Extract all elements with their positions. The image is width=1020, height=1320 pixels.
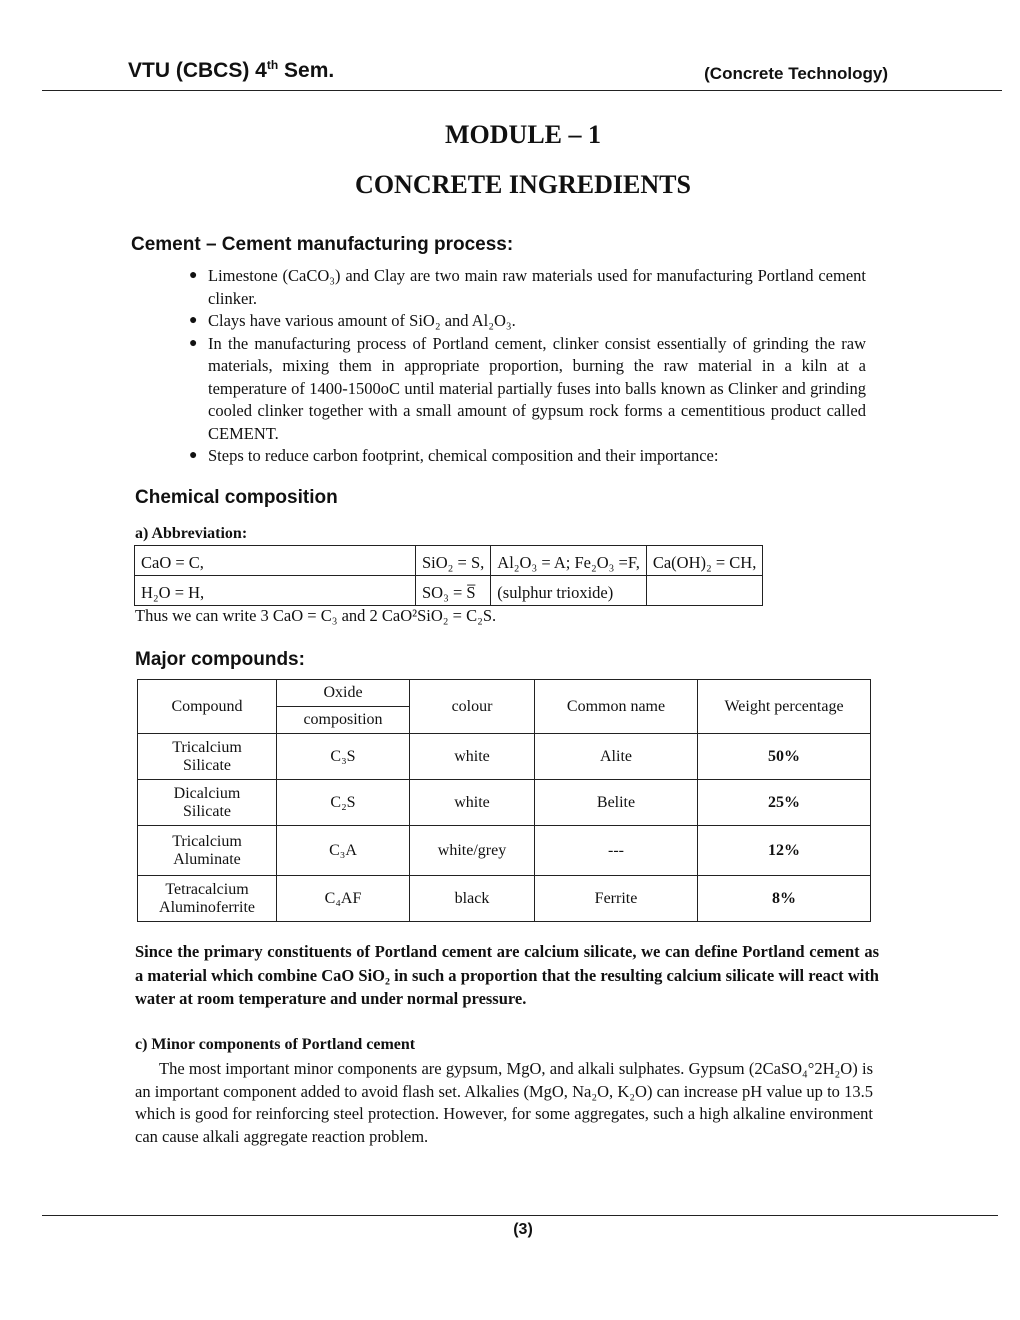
table-cell: (sulphur trioxide)	[491, 576, 647, 606]
oxide-cell: C₄AF	[277, 876, 410, 922]
major-compounds-table	[137, 679, 871, 922]
bullet-icon: ●	[189, 313, 198, 328]
header-course: VTU (CBCS) 4th Sem.	[128, 58, 335, 82]
bullet-icon: ●	[189, 268, 198, 283]
weight-cell: 8%	[698, 876, 871, 922]
bullet-icon: ●	[189, 448, 198, 463]
oxide-cell: C₂S	[277, 780, 410, 826]
page-number: (3)	[513, 1221, 533, 1238]
section-heading-cement: Cement – Cement manufacturing process:	[131, 234, 514, 255]
column-header-colour: colour	[410, 680, 535, 734]
compound-cell: Dicalcium Silicate	[138, 780, 277, 826]
abbreviation-note: Thus we can write 3 CaO = C₃ and 2 CaO²SiO₂ = C₂S.	[135, 606, 497, 625]
list-item: ● Steps to reduce carbon footprint, chemical composition and their importance:	[186, 445, 866, 468]
list-item: ● In the manufacturing process of Portland cement, clinker consist essentially of grinding the raw materials, mixing them in appropriate proportion, burning the raw material in a kiln at a temperature of 1400-1500oC until material partially fuses into balls known as Clinker and grinding cooled clinker together with a small amount of gypsum rock forms a cementitious product called CEMENT.	[189, 333, 866, 443]
column-header-composition: composition	[277, 707, 410, 734]
cement-bullet-list	[186, 265, 866, 468]
colour-cell: white	[410, 734, 535, 780]
colour-cell: white/grey	[410, 826, 535, 876]
abbreviation-heading: a) Abbreviation:	[135, 525, 248, 542]
minor-components-paragraph: The most important minor components are gypsum, MgO, and alkali sulphates. Gypsum (2CaSO₄°2H₂O) is an important component added to avoid flash set. Alkalies (MgO, Na₂O, K₂O) can increase pH value up to 13.5 which is good for reinforcing steel protection. However, for some aggregates, such a high alkaline environment can cause alkali aggregate reaction problem.	[135, 1059, 873, 1146]
compound-cell: Tricalcium Silicate	[138, 734, 277, 780]
chapter-title: CONCRETE INGREDIENTS	[355, 170, 691, 199]
table-cell: SiO₂ = S,	[416, 546, 491, 576]
common-name-cell: Ferrite	[535, 876, 698, 922]
table-row	[138, 826, 871, 876]
table-cell: H₂O = H,	[135, 576, 416, 606]
column-header-oxide: Oxide	[277, 680, 410, 707]
table-cell: Ca(OH)₂ = CH,	[646, 546, 763, 576]
bullet-icon: ●	[189, 335, 198, 351]
table-cell: SO₃ = S̅	[416, 576, 491, 606]
abbreviation-table	[134, 545, 763, 606]
header-subject: (Concrete Technology)	[704, 64, 888, 83]
column-header-weight: Weight percentage	[698, 680, 871, 734]
weight-cell: 50%	[698, 734, 871, 780]
oxide-cell: C₃S	[277, 734, 410, 780]
common-name-cell: Alite	[535, 734, 698, 780]
table-row	[135, 546, 763, 576]
section-heading-major: Major compounds:	[135, 649, 305, 670]
table-row	[138, 876, 871, 922]
definition-paragraph: Since the primary constituents of Portland cement are calcium silicate, we can define Portland cement as a material which combine CaO SiO₂ in such a proportion that the resulting calcium silicate will react with water at room temperature and under normal pressure.	[135, 942, 879, 1008]
oxide-cell: C₃A	[277, 826, 410, 876]
compound-cell: Tricalcium Aluminate	[138, 826, 277, 876]
table-row	[138, 734, 871, 780]
footer-divider	[42, 1215, 998, 1216]
column-header-compound: Compound	[138, 680, 277, 734]
table-row	[135, 576, 763, 606]
weight-cell: 25%	[698, 780, 871, 826]
list-item: ● Limestone (CaCO₃) and Clay are two main raw materials used for manufacturing Portland cement clinker.	[189, 266, 866, 308]
column-header-common-name: Common name	[535, 680, 698, 734]
colour-cell: black	[410, 876, 535, 922]
module-title: MODULE – 1	[445, 120, 601, 149]
common-name-cell: Belite	[535, 780, 698, 826]
table-cell: CaO = C,	[135, 546, 416, 576]
weight-cell: 12%	[698, 826, 871, 876]
table-cell: Al₂O₃ = A; Fe₂O₃ =F,	[491, 546, 647, 576]
colour-cell: white	[410, 780, 535, 826]
header-divider	[42, 90, 1002, 91]
section-heading-chemical: Chemical composition	[135, 487, 338, 508]
common-name-cell: ---	[535, 826, 698, 876]
table-cell	[646, 576, 763, 606]
minor-components-heading: c) Minor components of Portland cement	[135, 1036, 416, 1053]
table-header-row	[138, 680, 871, 707]
table-row	[138, 780, 871, 826]
compound-cell: Tetracalcium Aluminoferrite	[138, 876, 277, 922]
list-item: ● Clays have various amount of SiO₂ and Al₂O₃.	[186, 310, 866, 333]
